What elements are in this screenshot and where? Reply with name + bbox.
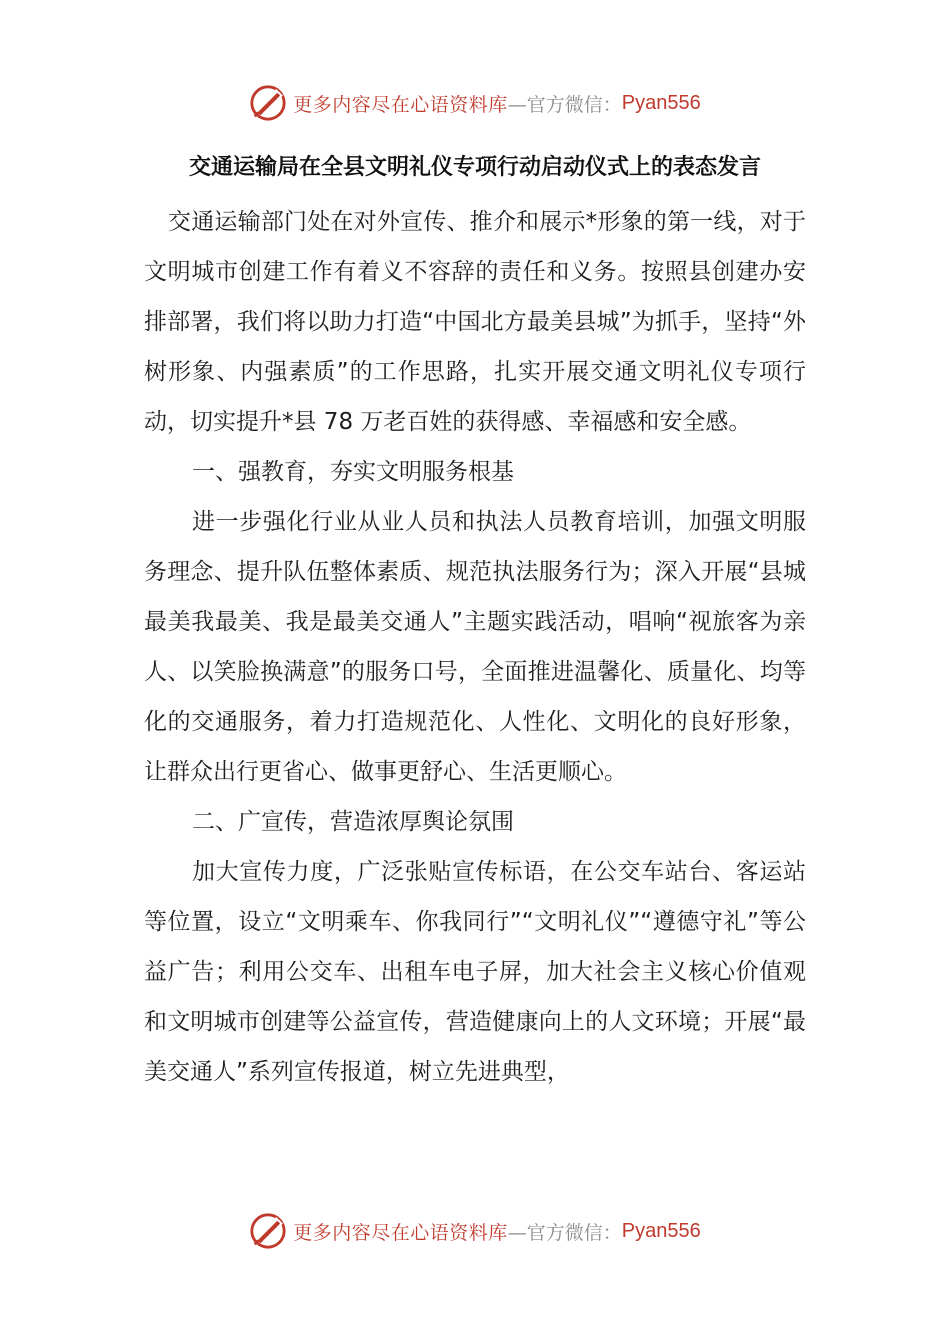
paragraph-intro: 交通运输部门处在对外宣传、推介和展示*形象的第一线，对于文明城市创建工作有着义不容辞的责任和义务。按照县创建办安排部署，我们将以助力打造“中国北方最美县城”为抓手，坚持“外树形象、内强素质”的工作思路，扎实开展交通文明礼仪专项行动，切实提升*县 78 万老百姓的获得感、幸福感和安全感。 bbox=[144, 209, 806, 435]
document-title: 交通运输局在全县文明礼仪专项行动启动仪式上的表态发言 bbox=[188, 155, 761, 180]
document-body bbox=[144, 197, 806, 1097]
banner-wechat-id: Pyan556 bbox=[621, 1219, 701, 1242]
banner-wechat-label: —官方微信： bbox=[507, 1221, 622, 1244]
banner-wechat-id: Pyan556 bbox=[621, 91, 701, 114]
quill-pen-logo-icon bbox=[249, 1212, 287, 1250]
banner-main-text: 更多内容尽在心语资料库 bbox=[293, 1221, 508, 1244]
section-heading-2: 二、广宣传，营造浓厚舆论氛围 bbox=[192, 809, 514, 835]
paragraph-section-2: 加大宣传力度，广泛张贴宣传标语，在公交车站台、客运站等位置，设立“文明乘车、你我同行”“文明礼仪”“遵德守礼”等公益广告；利用公交车、出租车电子屏，加大社会主义核心价值观和文明城市创建等公益宣传，营造健康向上的人文环境；开展“最美交通人”系列宣传报道，树立先进典型， bbox=[144, 859, 806, 1085]
banner-wechat-label: —官方微信： bbox=[507, 93, 622, 116]
footer-banner bbox=[0, 1208, 950, 1254]
quill-pen-logo-icon bbox=[249, 84, 287, 122]
section-heading-1: 一、强教育，夯实文明服务根基 bbox=[192, 459, 514, 485]
paragraph-section-1: 进一步强化行业从业人员和执法人员教育培训，加强文明服务理念、提升队伍整体素质、规范执法服务行为；深入开展“县城最美我最美、我是最美交通人”主题实践活动，唱响“视旅客为亲人、以笑脸换满意”的服务口号，全面推进温馨化、质量化、均等化的交通服务，着力打造规范化、人性化、文明化的良好形象，让群众出行更省心、做事更舒心、生活更顺心。 bbox=[144, 509, 806, 785]
banner-main-text: 更多内容尽在心语资料库 bbox=[293, 93, 508, 116]
header-banner bbox=[0, 80, 950, 126]
